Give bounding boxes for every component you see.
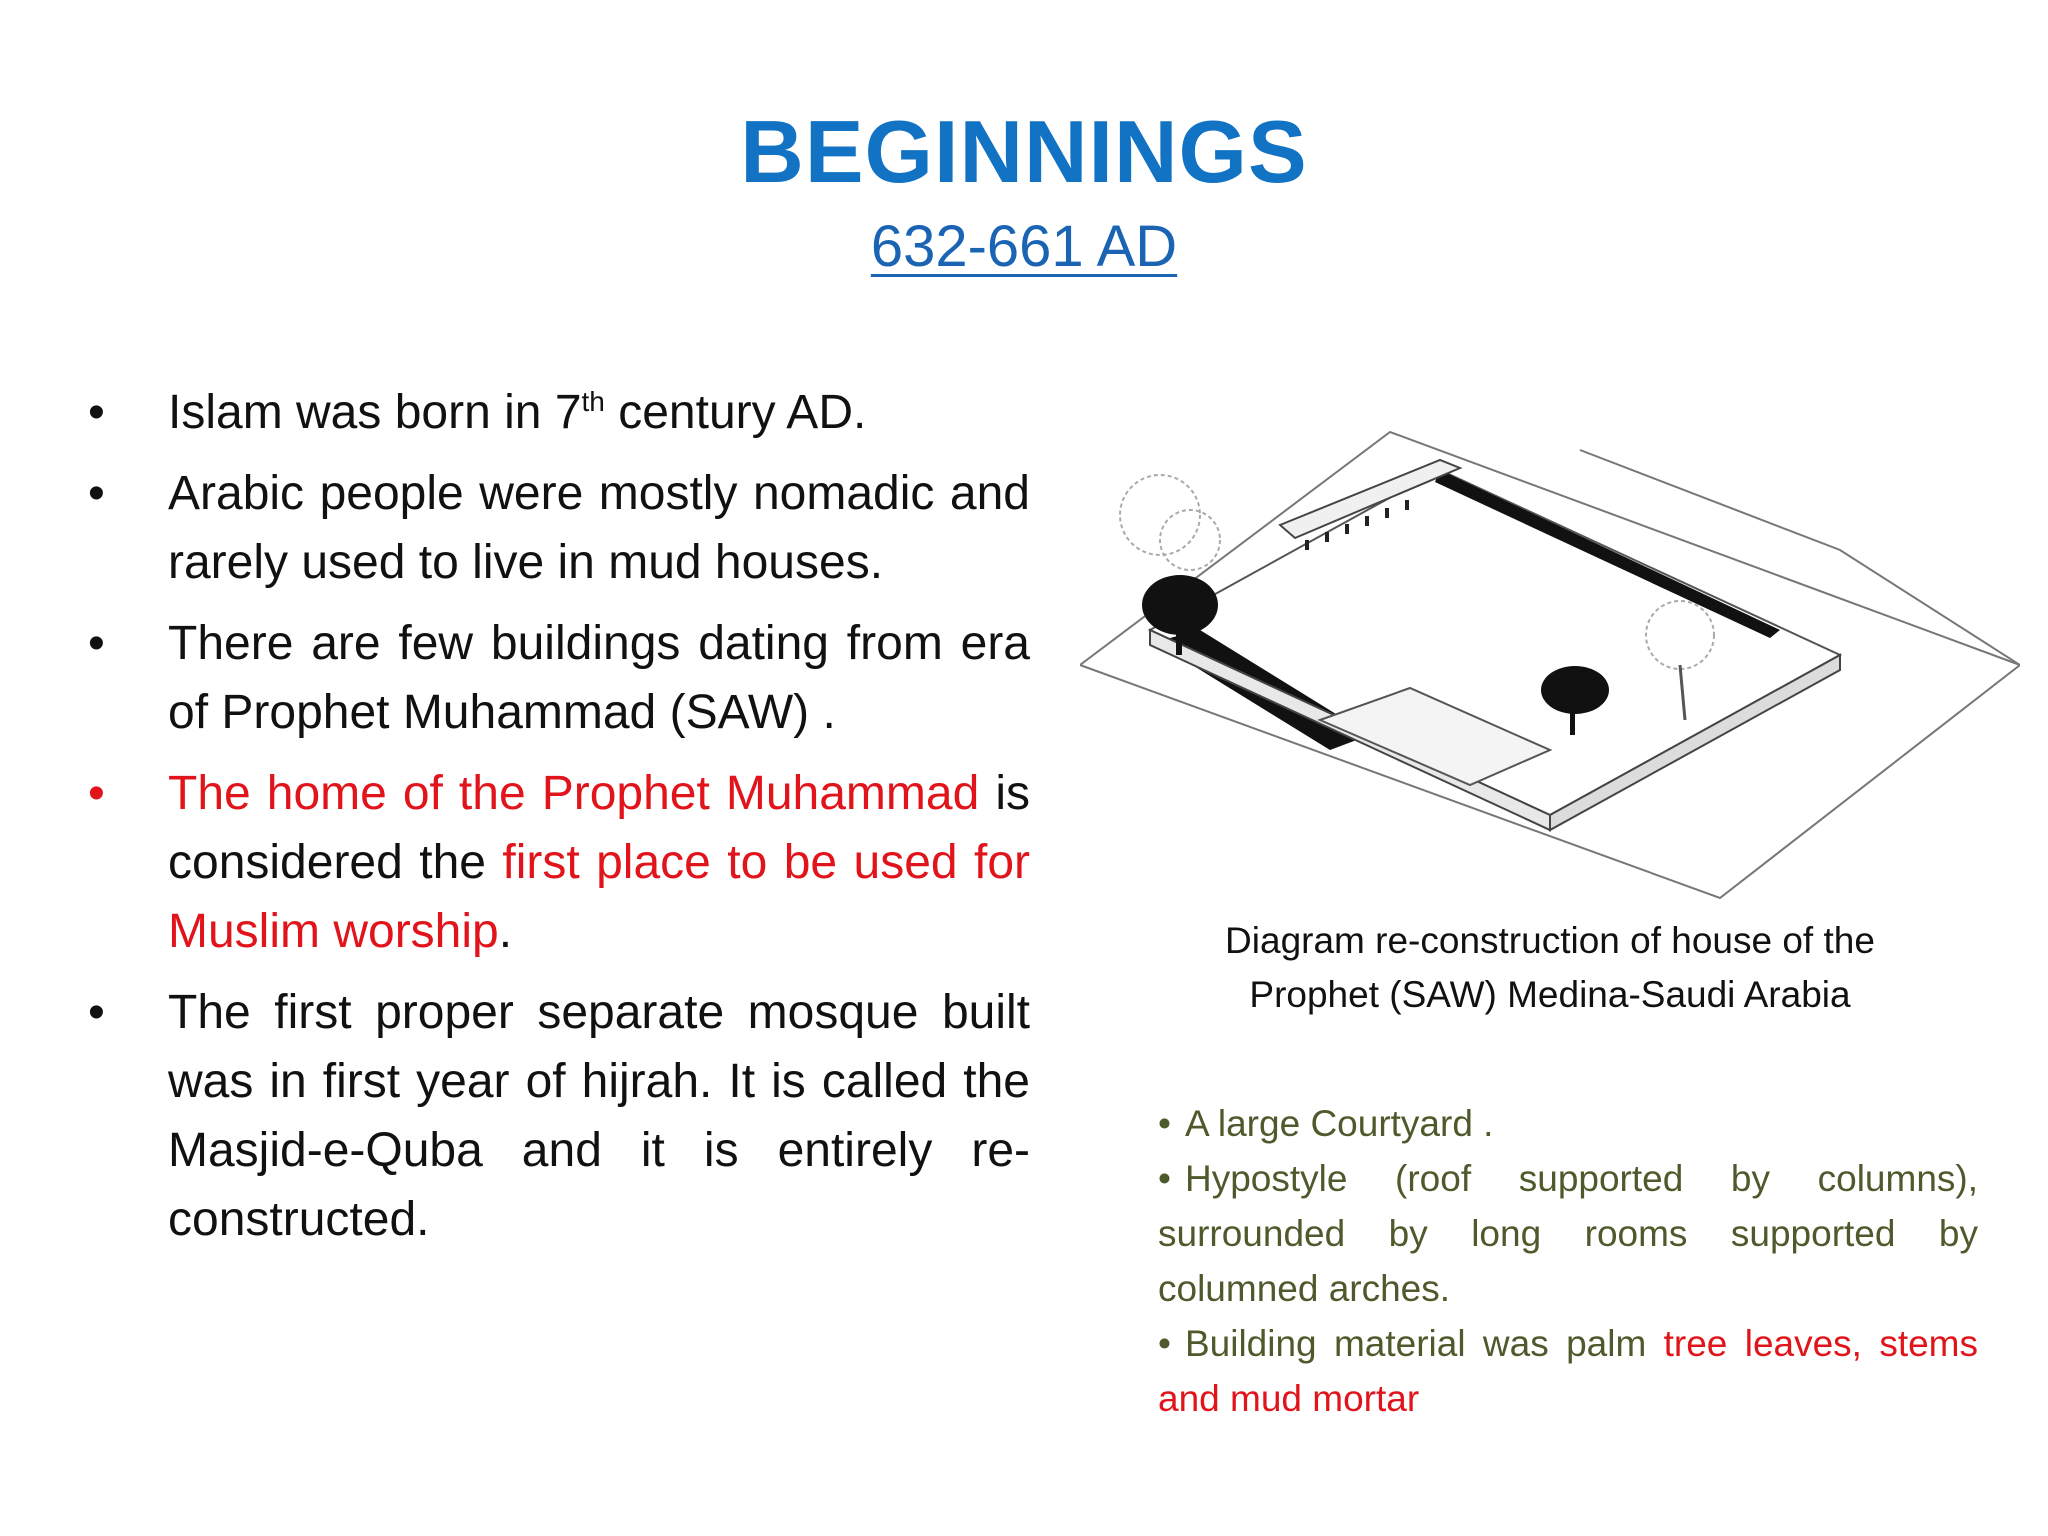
feature-item	[1158, 1316, 1978, 1426]
bullet-icon: •	[1158, 1323, 1171, 1364]
diagram-caption	[1120, 914, 1980, 1022]
bullet-text: There are few buildings dating from era of Prophet Muhammad (SAW) .	[168, 617, 1030, 739]
bullet-icon: •	[88, 467, 105, 520]
slide-title: BEGINNINGS	[740, 102, 1308, 201]
bullet-text: Arabic people were mostly nomadic and rarely used to live in mud houses.	[168, 467, 1030, 589]
bullet-text: is considered the	[168, 767, 1031, 889]
palm-tree-icon	[1120, 475, 1220, 570]
feature-text: Hypostyle (roof supported by columns), surrounded by long rooms supported by columned arches.	[1158, 1158, 1978, 1309]
main-bullet-list	[80, 378, 1030, 1266]
features-list	[1158, 1096, 1978, 1426]
bullet-point	[80, 759, 1030, 966]
bullet-point	[80, 978, 1030, 1254]
bullet-text: .	[498, 905, 513, 958]
bullet-point	[80, 378, 1030, 447]
bullet-icon: •	[88, 617, 105, 670]
feature-item	[1158, 1096, 1978, 1151]
feature-text: Building material was palm	[1184, 1323, 1664, 1364]
bullet-text: The first proper separate mosque built was in first year of hijrah. It is called the Masjid-e-Quba and it is entirely re- constructed.	[168, 986, 1030, 1246]
bullet-icon: •	[88, 986, 105, 1039]
highlight-text: first place to be used for Muslim worship	[168, 836, 1031, 958]
bullet-point	[80, 609, 1030, 747]
caption-line: Prophet (SAW) Medina-Saudi Arabia	[1249, 974, 1851, 1015]
bullet-icon: •	[88, 386, 105, 439]
feature-item	[1158, 1151, 1978, 1316]
bullet-icon: •	[1158, 1103, 1171, 1144]
slide-subtitle	[0, 214, 2048, 279]
caption-line: Diagram re-construction of house of the	[1225, 920, 1875, 961]
highlight-text: tree leaves, stems and mud mortar	[1158, 1323, 1978, 1419]
bullet-icon: •	[88, 767, 105, 820]
superscript: th	[581, 386, 605, 417]
highlight-text: The home of the Prophet Muhammad	[168, 767, 980, 820]
bullet-text: Islam was born in 7	[168, 386, 582, 439]
bullet-icon: •	[1158, 1158, 1171, 1199]
feature-text: A large Courtyard .	[1184, 1103, 1494, 1144]
date-range-link[interactable]: 632-661 AD	[870, 214, 1178, 279]
bullet-text: century AD.	[604, 386, 867, 439]
bullet-point	[80, 459, 1030, 597]
house-of-prophet-diagram	[1080, 420, 2020, 910]
